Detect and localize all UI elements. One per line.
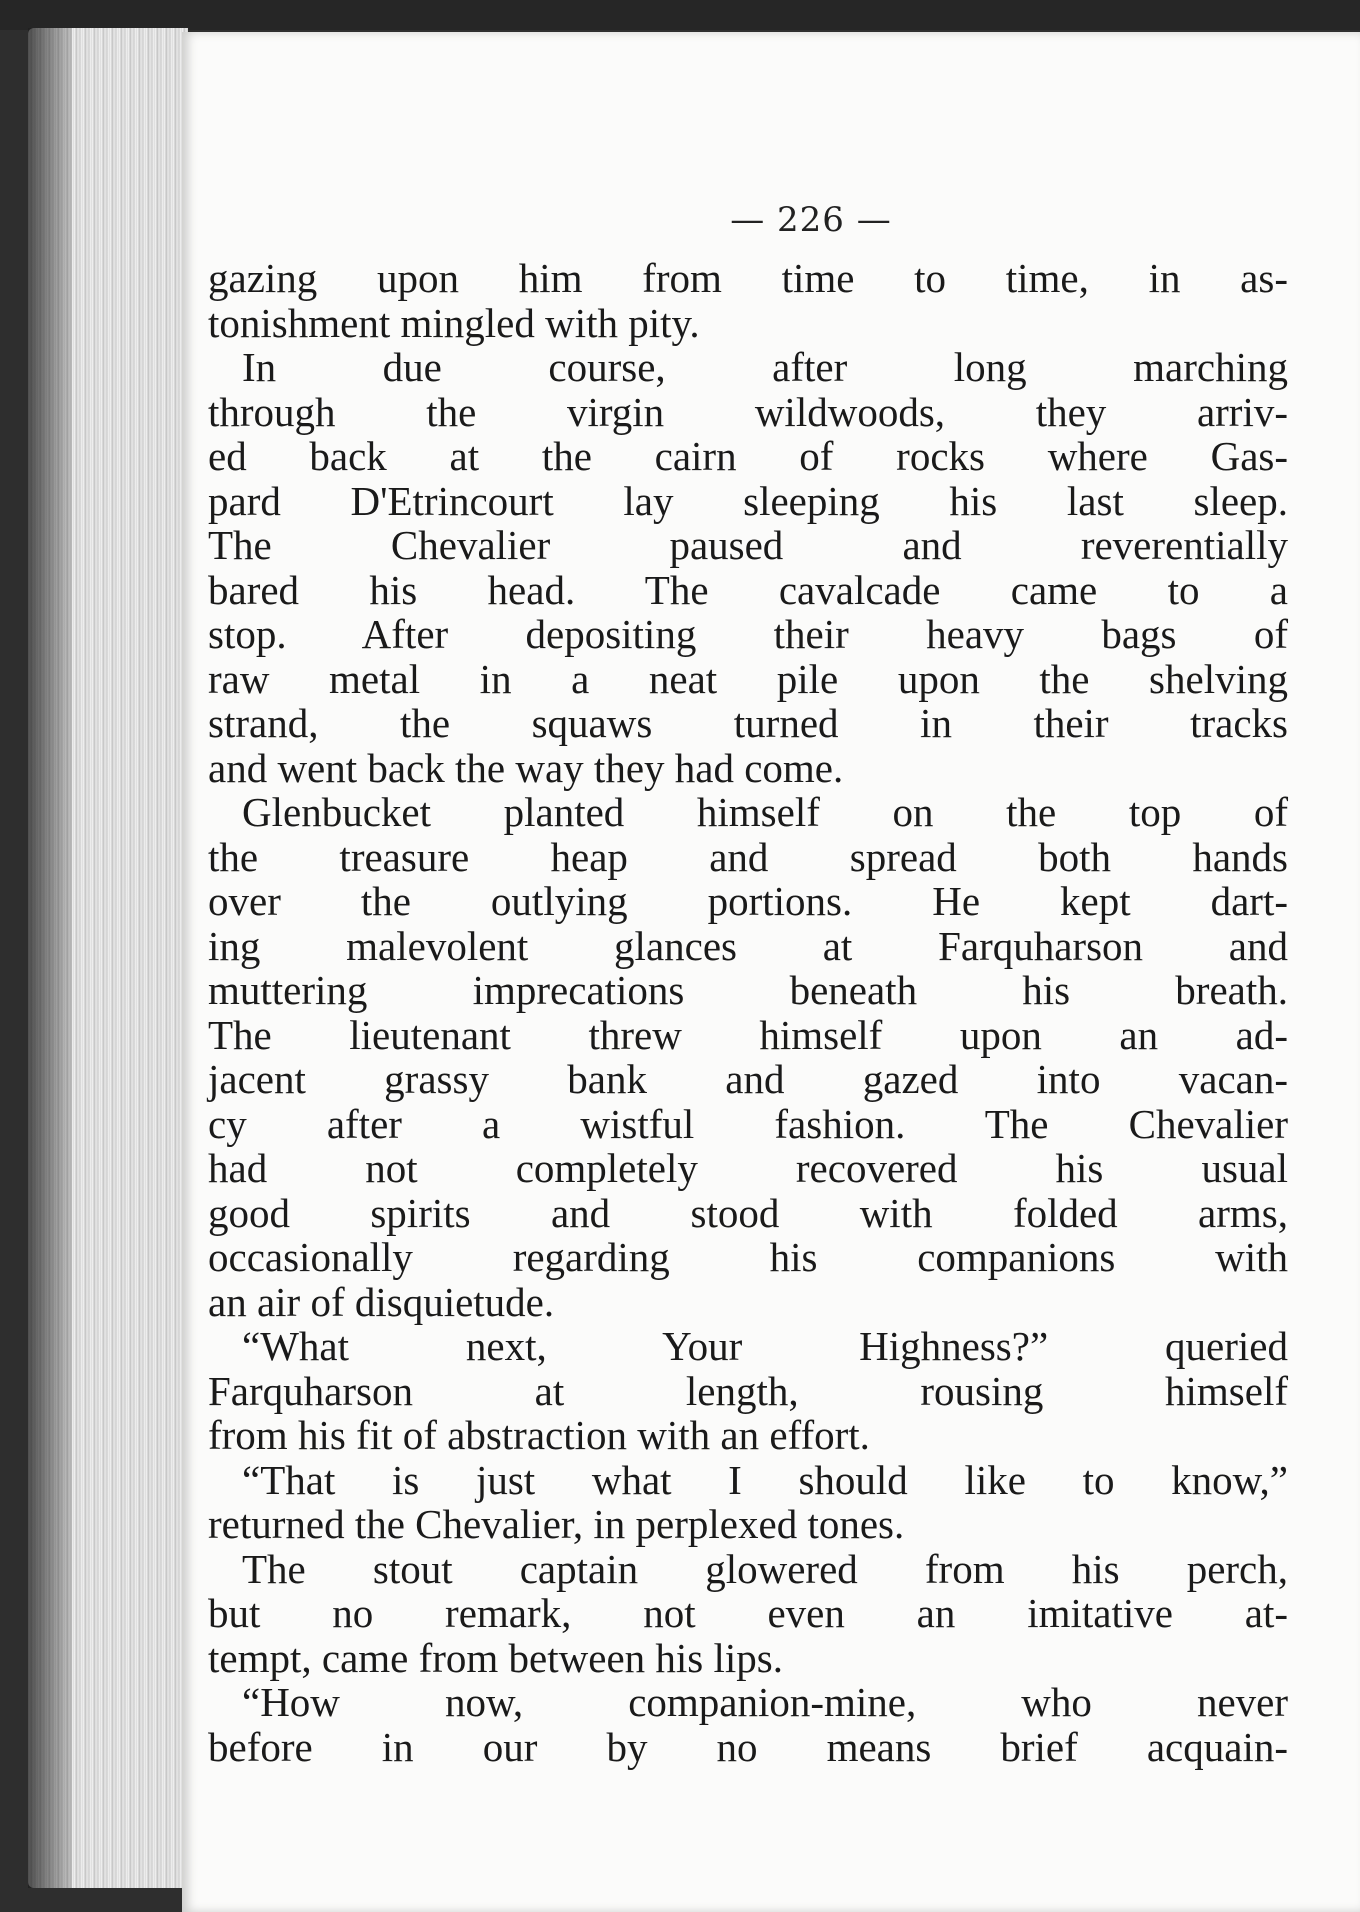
text-line: strand, the squaws turned in their tracks bbox=[208, 700, 1288, 746]
text-line: ed back at the cairn of rocks where Gas- bbox=[208, 433, 1288, 479]
text-line: tonishment mingled with pity. bbox=[208, 299, 700, 346]
text-line: tempt, came from between his lips. bbox=[208, 1634, 783, 1681]
text-line: “What next, Your Highness?” queried bbox=[242, 1323, 1288, 1369]
text-line: returned the Chevalier, in perplexed tones. bbox=[208, 1501, 905, 1547]
text-line: raw metal in a neat pile upon the shelving bbox=[208, 655, 1288, 702]
book-page-edges bbox=[28, 28, 188, 1888]
text-line: jacent grassy bank and gazed into vacan- bbox=[208, 1056, 1288, 1102]
text-line: bared his head. The cavalcade came to a bbox=[208, 566, 1288, 613]
text-line: The stout captain glowered from his perch, bbox=[242, 1545, 1288, 1592]
text-line: muttering imprecations beneath his breath. bbox=[208, 967, 1288, 1013]
text-line: had not completely recovered his usual bbox=[208, 1145, 1288, 1191]
text-line: from his fit of abstraction with an effort. bbox=[208, 1412, 870, 1458]
text-line: “That is just what I should like to know,” bbox=[242, 1456, 1288, 1503]
text-line: and went back the way they had come. bbox=[208, 744, 844, 791]
text-line: stop. After depositing their heavy bags of bbox=[208, 611, 1288, 657]
text-line: the treasure heap and spread both hands bbox=[208, 833, 1288, 880]
text-line: In due course, after long marching bbox=[242, 344, 1288, 390]
text-line: pard D'Etrincourt lay sleeping his last sleep. bbox=[208, 477, 1288, 524]
text-line: an air of disquietude. bbox=[208, 1278, 555, 1325]
text-line: The Chevalier paused and reverentially bbox=[208, 522, 1288, 568]
text-line: before in our by no means brief acquain- bbox=[208, 1723, 1288, 1770]
text-line: The lieutenant threw himself upon an ad- bbox=[208, 1011, 1288, 1058]
text-line: occasionally regarding his companions with bbox=[208, 1234, 1288, 1280]
body-text bbox=[208, 256, 1288, 1769]
text-line: Farquharson at length, rousing himself bbox=[208, 1367, 1288, 1414]
text-line: Glenbucket planted himself on the top of bbox=[242, 789, 1288, 835]
text-line: through the virgin wildwoods, they arriv- bbox=[208, 388, 1288, 435]
text-line: ing malevolent glances at Farquharson and bbox=[208, 922, 1288, 969]
text-line: cy after a wistful fashion. The Chevalier bbox=[208, 1100, 1288, 1147]
page-number: — 226 — bbox=[730, 200, 892, 240]
text-line: but no remark, not even an imitative at- bbox=[208, 1590, 1288, 1636]
text-line: gazing upon him from time to time, in as- bbox=[208, 255, 1288, 301]
scan-border bbox=[0, 0, 1360, 30]
text-line: good spirits and stood with folded arms, bbox=[208, 1189, 1288, 1236]
text-line: “How now, companion-mine, who never bbox=[242, 1679, 1288, 1725]
text-line: over the outlying portions. He kept dart- bbox=[208, 878, 1288, 924]
